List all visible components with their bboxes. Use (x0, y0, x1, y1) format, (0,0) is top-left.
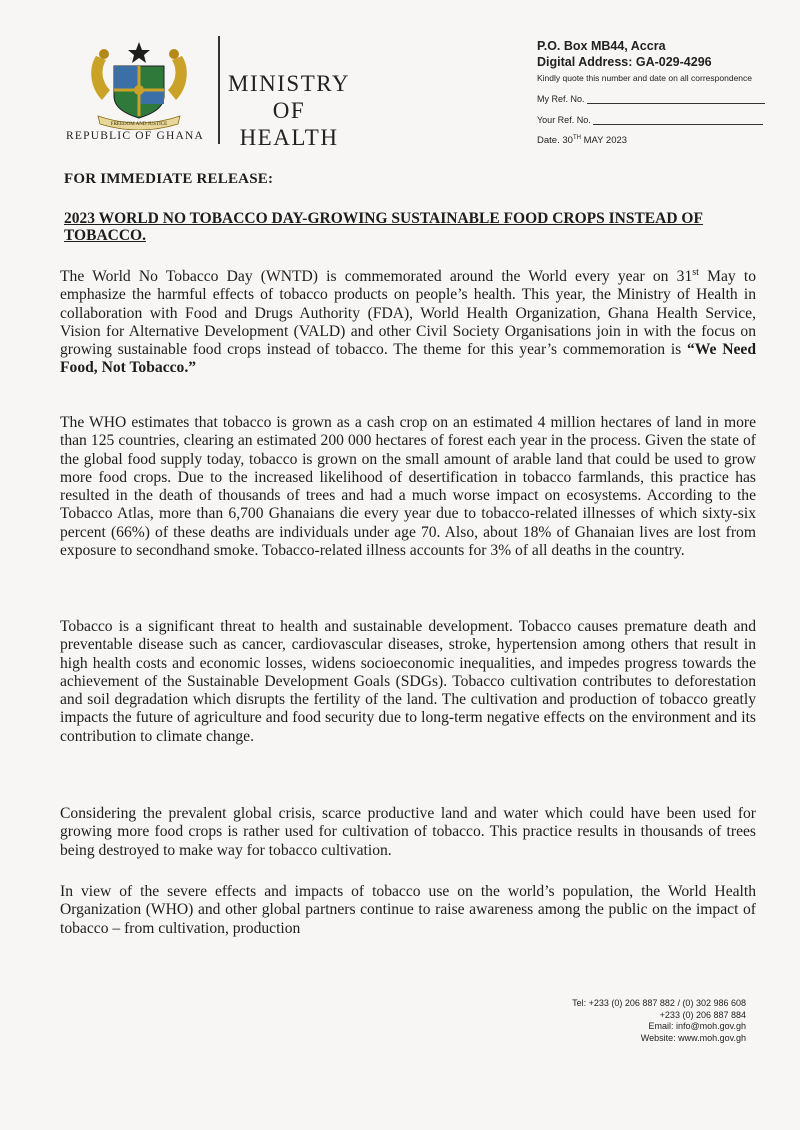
your-ref-row (537, 114, 777, 125)
digital-address: Digital Address: GA-029-4296 (537, 55, 712, 69)
date-row (537, 135, 777, 146)
ministry-name (222, 70, 356, 151)
footer-tel-2: +233 (0) 206 887 884 (659, 1009, 746, 1020)
paragraph-1-a: The World No Tobacco Day (WNTD) is commemorated around the World every year on 31 (60, 268, 693, 285)
crest-motto: FREEDOM AND JUSTICE (110, 122, 168, 127)
quote-note: Kindly quote this number and date on all correspondence (537, 73, 753, 83)
theme-text: “We Need Food, Not Tobacco.” (60, 341, 756, 377)
header-divider (218, 36, 220, 144)
republic-label: REPUBLIC OF GHANA (66, 130, 204, 142)
date-suffix: TH (572, 135, 581, 141)
your-ref-line (593, 114, 763, 125)
footer-tel-1: Tel: +233 (0) 206 887 882 / (0) 302 986 608 (572, 998, 746, 1008)
footer-website: Website: www.moh.gov.gh (640, 1032, 746, 1043)
paragraph-1-sup: st (692, 266, 699, 278)
ministry-line-3: HEALTH (239, 125, 339, 150)
ministry-line-2: OF (272, 98, 306, 123)
your-ref-label: Your Ref. No. (537, 115, 591, 125)
paragraph-2: The WHO estimates that tobacco is grown as a cash crop on an estimated 4 million hectares of land in more than 125 countries, clearing an estimated 200 000 hectares of forest each year in the process. Given the state of the global food supply today, tobacco is grown on the small amount of arable land that could be used to grow more food crops. Due to the increased likelihood of desertification in tobacco farmlands, this practice has resulted in the death of thousands of trees and had a much worse impact on ecosystems. According to the Tobacco Atlas, more than 6,700 Ghanaians die every year due to tobacco-related illnesses of which sixty-six percent (66%) of these deaths are individuals under age 70. Also, about 18% of Ghanaian lives are lost from exposure to secondhand smoke. Tobacco-related illness accounts for 3% of all deaths in the country. (60, 414, 756, 560)
paragraph-4: Considering the prevalent global crisis, scarce productive land and water which could have been used for growing more food crops is rather used for cultivation of tobacco. This practice results in thousands of trees being destroyed to make way for tobacco cultivation. (60, 805, 756, 859)
paragraph-1-b: May to emphasize the harmful effects of tobacco products on people’s health. This year, the Ministry of Health in collaboration with Food and Drugs Authority (FDA), World Health Organization, Ghana Health Service, Vision for Alternative Development (VALD) and other Civil Society Organisations join in with the focus on growing sustainable food crops instead of tobacco. The theme for this year’s commemoration is (60, 268, 756, 359)
contact-block (537, 38, 777, 146)
my-ref-row (537, 93, 777, 104)
paragraph-1 (60, 268, 756, 378)
footer-email: Email: info@moh.gov.gh (648, 1021, 746, 1031)
date-day: 30 (562, 135, 573, 147)
ministry-line-1: MINISTRY (228, 71, 350, 96)
release-label: FOR IMMEDIATE RELEASE: (64, 171, 274, 187)
date-rest: MAY 2023 (580, 135, 628, 147)
my-ref-label: My Ref. No. (537, 94, 585, 104)
coat-of-arms-icon (84, 38, 194, 130)
paragraph-5: In view of the severe effects and impacts of tobacco use on the world’s population, the World Health Organization (WHO) and other global partners continue to raise awareness among the public on the impact of tobacco – from cultivation, production (60, 883, 756, 937)
my-ref-line (587, 93, 765, 104)
document-title: 2023 WORLD NO TOBACCO DAY-GROWING SUSTAINABLE FOOD CROPS INSTEAD OF TOBACCO. (64, 210, 703, 244)
po-box: P.O. Box MB44, Accra (537, 39, 666, 53)
date-label: Date. (537, 135, 560, 147)
footer-contact (520, 998, 746, 1044)
paragraph-3: Tobacco is a significant threat to health and sustainable development. Tobacco causes premature death and preventable disease such as cancer, cardiovascular diseases, stroke, hypertension among others that result in high health costs and economic losses, widens socioeconomic inequalities, and impedes progress towards the achievement of the Sustainable Development Goals (SDGs). Tobacco cultivation contributes to deforestation and soil degradation which disrupts the fertility of the land. The cultivation and production of tobacco greatly impacts the future of agriculture and food security due to long-term negative effects on the environment and its contribution to climate change. (60, 618, 756, 745)
